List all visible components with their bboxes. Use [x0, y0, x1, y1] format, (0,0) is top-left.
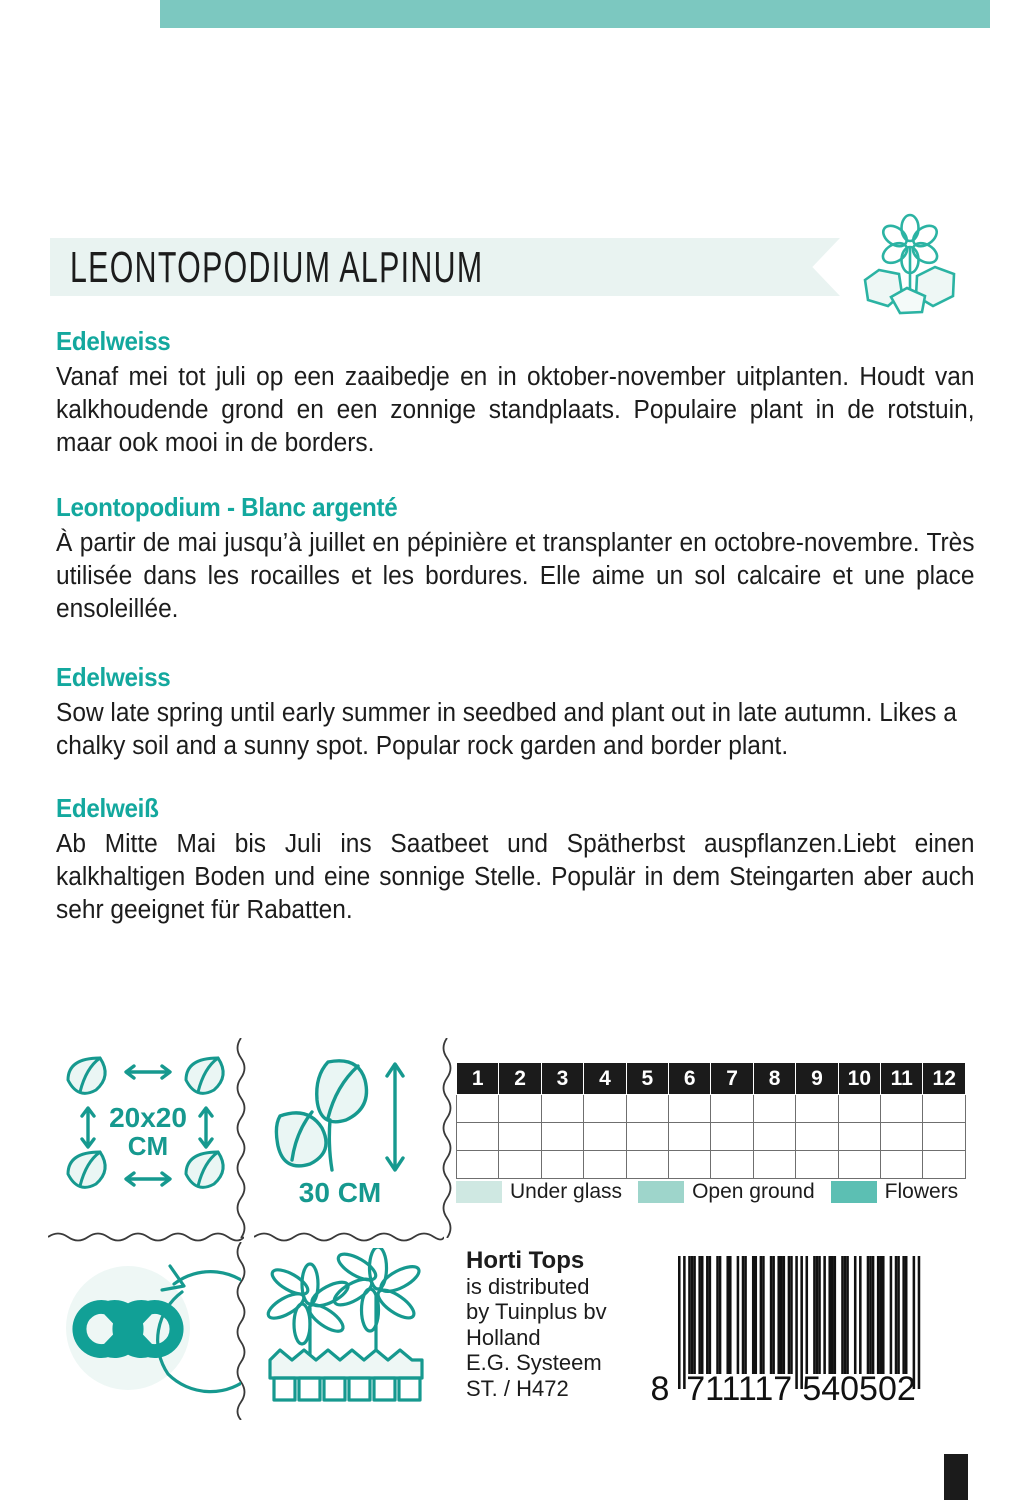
description-heading-nl: Edelweiss: [56, 326, 171, 356]
calendar-cell-flowers-7: [711, 1151, 753, 1179]
border-planting-icon: [262, 1248, 437, 1413]
calendar-cell-open_ground-2: [499, 1123, 541, 1151]
month-header: 8: [753, 1063, 795, 1095]
svg-text:711117: 711117: [686, 1370, 793, 1405]
svg-text:540502: 540502: [802, 1370, 916, 1405]
legend-label-flowers: Flowers: [884, 1180, 959, 1203]
page-title: LEONTOPODIUM ALPINUM: [70, 243, 484, 292]
barcode-bars: [640, 1250, 970, 1405]
month-header: 1: [457, 1063, 499, 1095]
calendar-cell-under_glass-5: [626, 1095, 668, 1123]
month-header: 11: [881, 1063, 923, 1095]
wavy-divider-horizontal: [48, 1228, 244, 1246]
calendar-cell-open_ground-11: [881, 1123, 923, 1151]
calendar-cell-under_glass-1: [457, 1095, 499, 1123]
description-body-de: Ab Mitte Mai bis Juli ins Saatbeet und Spätherbst auspflanzen.Liebt einen kalkhaltigen Boden und eine sonnige Stelle. Populär in dem Steingarten aber auch sehr geeignet für Rabatten.: [56, 830, 975, 924]
calendar-cell-under_glass-8: [753, 1095, 795, 1123]
description-block-de: [56, 793, 976, 927]
description-body-fr: À partir de mai jusqu’à juillet en pépinière et transplanter en octobre-novembre. Très utilisée dans les rocailles et les bordures. Elle aime un sol calcaire et une place ensoleillée.: [56, 529, 975, 623]
calendar-cell-open_ground-1: [457, 1123, 499, 1151]
calendar-cell-under_glass-2: [499, 1095, 541, 1123]
legend-label-under-glass: Under glass: [510, 1180, 623, 1203]
calendar-row-under_glass: [457, 1095, 966, 1123]
calendar-cell-flowers-12: [923, 1151, 966, 1179]
brand-name: Horti Tops: [466, 1247, 585, 1274]
calendar-cell-flowers-3: [541, 1151, 583, 1179]
perennial-infinity-icon: [56, 1248, 241, 1413]
calendar-cell-under_glass-7: [711, 1095, 753, 1123]
description-heading-de: Edelweiß: [56, 793, 159, 823]
calendar-cell-flowers-10: [838, 1151, 880, 1179]
calendar-cell-under_glass-9: [796, 1095, 838, 1123]
distributor-line-4: Holland: [466, 1324, 541, 1350]
calendar-cell-open_ground-10: [838, 1123, 880, 1151]
height-value: 30 CM: [298, 1177, 382, 1208]
calendar-cell-open_ground-4: [584, 1123, 626, 1151]
spacing-value-line2: CM: [127, 1131, 169, 1161]
distributor-line-6: ST. / H472: [466, 1375, 569, 1401]
month-header: 5: [626, 1063, 668, 1095]
barcode: [640, 1250, 970, 1405]
legend-item: [456, 1180, 622, 1204]
sowing-calendar-table: [456, 1062, 966, 1179]
print-registration-mark: [944, 1454, 968, 1500]
calendar-cell-under_glass-3: [541, 1095, 583, 1123]
description-heading-en: Edelweiss: [56, 662, 171, 692]
calendar-cell-open_ground-6: [669, 1123, 711, 1151]
top-accent-bar: [160, 0, 990, 28]
legend-label-open-ground: Open ground: [692, 1180, 815, 1203]
calendar-cell-under_glass-12: [923, 1095, 966, 1123]
legend-swatch-open-ground: [638, 1181, 684, 1203]
wavy-divider-horizontal: [254, 1228, 444, 1246]
calendar-cell-under_glass-10: [838, 1095, 880, 1123]
svg-text:8: 8: [650, 1370, 670, 1405]
description-block-fr: [56, 492, 976, 626]
distributor-line-2: is distributed: [466, 1273, 590, 1299]
legend-item: [638, 1180, 815, 1204]
description-body-nl: Vanaf mei tot juli op een zaaibedje en in oktober-november uitplanten. Houdt van kalkhoudende grond en een zonnige standplaats. Populaire plant in de rotstuin, maar ook mooi in de borders.: [56, 363, 975, 457]
description-block-en: [56, 662, 976, 763]
month-header: 6: [669, 1063, 711, 1095]
distributor-line-3: by Tuinplus bv: [466, 1299, 607, 1324]
calendar-cell-flowers-9: [796, 1151, 838, 1179]
legend-swatch-under-glass: [456, 1181, 502, 1203]
distributor-info: [466, 1248, 641, 1401]
calendar-body: [457, 1095, 966, 1179]
rock-garden-flower-icon: [855, 212, 965, 317]
calendar-cell-flowers-4: [584, 1151, 626, 1179]
calendar-cell-flowers-5: [626, 1151, 668, 1179]
legend-swatch-flowers: [831, 1181, 877, 1203]
plant-spacing-icon: [56, 1042, 241, 1217]
sowing-calendar: [456, 1062, 966, 1179]
distributor-line-5: E.G. Systeem: [466, 1350, 602, 1375]
month-header: 4: [584, 1063, 626, 1095]
legend-item: [831, 1180, 959, 1204]
month-header: 10: [838, 1063, 880, 1095]
calendar-cell-under_glass-11: [881, 1095, 923, 1123]
description-heading-fr: Leontopodium - Blanc argenté: [56, 492, 398, 522]
calendar-row-open_ground: [457, 1123, 966, 1151]
calendar-cell-open_ground-9: [796, 1123, 838, 1151]
calendar-cell-flowers-2: [499, 1151, 541, 1179]
calendar-cell-open_ground-5: [626, 1123, 668, 1151]
calendar-cell-open_ground-7: [711, 1123, 753, 1151]
calendar-cell-flowers-11: [881, 1151, 923, 1179]
calendar-cell-open_ground-12: [923, 1123, 966, 1151]
description-body-en: Sow late spring until early summer in seedbed and plant out in late autumn. Likes a chalky soil and a sunny spot. Popular rock garden and border plant.: [56, 699, 957, 760]
plant-height-icon: [262, 1042, 437, 1227]
calendar-legend: [456, 1180, 976, 1204]
wavy-divider-vertical: [438, 1038, 456, 1238]
calendar-row-flowers: [457, 1151, 966, 1179]
calendar-cell-open_ground-3: [541, 1123, 583, 1151]
calendar-cell-flowers-6: [669, 1151, 711, 1179]
spacing-value-line1: 20x20: [109, 1102, 187, 1133]
month-header: 12: [923, 1063, 966, 1095]
calendar-cell-open_ground-8: [753, 1123, 795, 1151]
description-block-nl: [56, 326, 976, 460]
calendar-cell-under_glass-6: [669, 1095, 711, 1123]
month-header: 2: [499, 1063, 541, 1095]
month-header: 9: [796, 1063, 838, 1095]
calendar-cell-flowers-1: [457, 1151, 499, 1179]
calendar-header-row: [457, 1063, 966, 1095]
calendar-cell-flowers-8: [753, 1151, 795, 1179]
month-header: 7: [711, 1063, 753, 1095]
calendar-cell-under_glass-4: [584, 1095, 626, 1123]
month-header: 3: [541, 1063, 583, 1095]
